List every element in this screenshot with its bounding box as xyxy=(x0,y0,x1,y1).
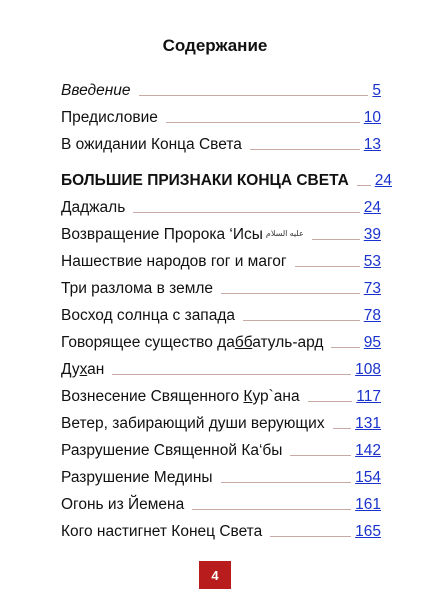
toc-entry[interactable] xyxy=(61,434,381,461)
toc-leader xyxy=(333,428,352,429)
toc-entry-label: Восход солнца с запада xyxy=(61,307,235,324)
toc-entry-label: БОЛЬШИЕ ПРИЗНАКИ КОНЦА СВЕТА xyxy=(61,172,349,189)
toc-page-link[interactable]: 5 xyxy=(372,82,381,99)
toc-leader xyxy=(250,149,360,150)
toc-page-link[interactable]: 10 xyxy=(363,109,381,126)
toc-entry-label: Возвращение Пророка ‘Исы عليه السلام xyxy=(61,226,304,243)
toc-entry[interactable] xyxy=(61,461,381,488)
toc-entry-label: Духан xyxy=(61,361,105,378)
toc-leader xyxy=(357,185,371,186)
table-of-contents xyxy=(61,74,393,542)
toc-entry-label: Нашествие народов гог и магог xyxy=(61,253,287,270)
toc-entry[interactable] xyxy=(61,326,381,353)
toc-entry[interactable] xyxy=(61,128,381,155)
toc-entry-label: Огонь из Йемена xyxy=(61,496,185,513)
toc-leader xyxy=(166,122,360,123)
toc-entry-label: Говорящее существо даббатуль-ард xyxy=(61,334,324,351)
toc-leader xyxy=(295,266,360,267)
toc-entry-label: В ожидании Конца Света xyxy=(61,136,242,153)
toc-page-link[interactable]: 78 xyxy=(363,307,381,324)
toc-entry-label: Разрушение Медины xyxy=(61,469,213,486)
toc-leader xyxy=(270,536,351,537)
toc-entry[interactable] xyxy=(61,272,381,299)
toc-leader xyxy=(192,509,351,510)
blessing-mark: عليه السلام xyxy=(265,229,304,238)
toc-leader xyxy=(112,374,351,375)
toc-entry[interactable] xyxy=(61,74,381,101)
toc-section-heading[interactable] xyxy=(61,164,393,191)
toc-page-link[interactable]: 161 xyxy=(355,496,381,513)
toc-entry[interactable] xyxy=(61,245,381,272)
toc-entry[interactable] xyxy=(61,515,381,542)
toc-entry-label: Даджаль xyxy=(61,199,126,216)
toc-leader xyxy=(290,455,351,456)
toc-entry[interactable] xyxy=(61,101,381,128)
toc-page-link[interactable]: 131 xyxy=(355,415,381,432)
toc-page-link[interactable]: 108 xyxy=(355,361,381,378)
toc-page-link[interactable]: 117 xyxy=(356,388,381,405)
toc-entry-label: Предисловие xyxy=(61,109,158,126)
toc-page-link[interactable]: 95 xyxy=(363,334,381,351)
toc-page-link[interactable]: 24 xyxy=(363,199,381,216)
toc-page-link[interactable]: 154 xyxy=(355,469,381,486)
toc-page-link[interactable]: 13 xyxy=(363,136,381,153)
toc-entry[interactable] xyxy=(61,299,381,326)
toc-page-link[interactable]: 73 xyxy=(363,280,381,297)
toc-entry[interactable] xyxy=(61,353,381,380)
toc-leader xyxy=(221,482,352,483)
toc-entry-label: Разрушение Священной Ка‘бы xyxy=(61,442,283,459)
toc-entry-label: Введение xyxy=(61,82,131,99)
toc-leader xyxy=(243,320,360,321)
toc-entry-label: Вознесение Священного Кур`ана xyxy=(61,388,300,405)
toc-title: Содержание xyxy=(162,36,268,55)
toc-page-link[interactable]: 39 xyxy=(363,226,381,243)
toc-entry-label: Три разлома в земле xyxy=(61,280,214,297)
toc-leader xyxy=(331,347,359,348)
toc-entry[interactable] xyxy=(61,218,381,245)
toc-leader xyxy=(133,212,359,213)
toc-entry-label: Кого настигнет Конец Света xyxy=(61,523,263,540)
page-number-badge: 4 xyxy=(199,561,231,589)
toc-page-link[interactable]: 53 xyxy=(363,253,381,270)
toc-page-link[interactable]: 24 xyxy=(374,172,393,189)
toc-leader xyxy=(308,401,353,402)
toc-page-link[interactable]: 142 xyxy=(355,442,381,459)
toc-leader xyxy=(312,239,360,240)
toc-entry[interactable] xyxy=(61,191,381,218)
toc-entry[interactable] xyxy=(61,488,381,515)
toc-entry-label: Ветер, забирающий души верующих xyxy=(61,415,325,432)
toc-entry[interactable] xyxy=(61,380,381,407)
toc-entry[interactable] xyxy=(61,407,381,434)
toc-leader xyxy=(221,293,360,294)
toc-leader xyxy=(139,95,369,96)
toc-page-link[interactable]: 165 xyxy=(355,523,381,540)
